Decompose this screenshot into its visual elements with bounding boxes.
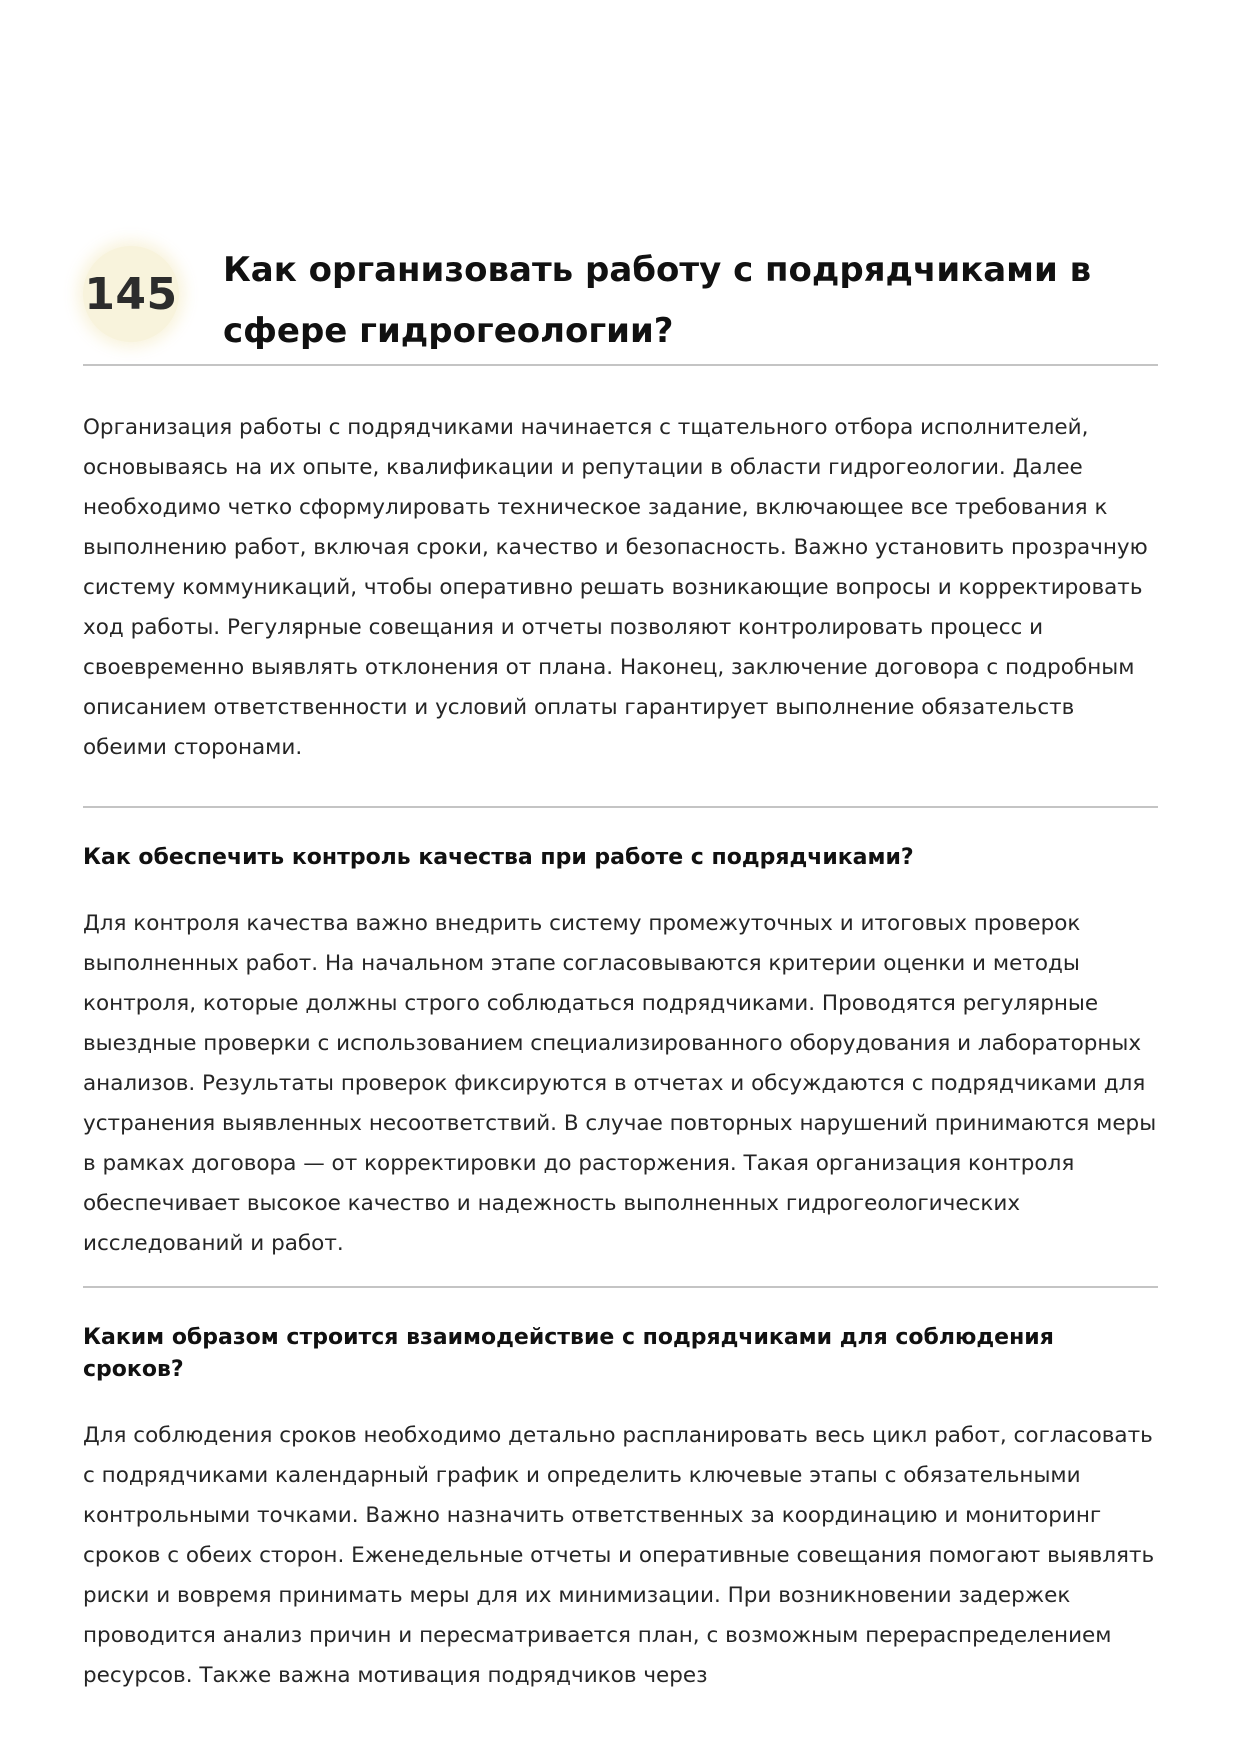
title-divider [83,364,1158,366]
section-divider [83,806,1158,808]
followup-question: Каким образом строится взаимодействие с подрядчиками для соблюдения сроков? [83,1325,1054,1382]
entry-number-badge: 145 [83,246,179,342]
entry-title: Как организовать работу с подрядчиками в сфере гидрогеологии? [223,250,1092,351]
section-divider [83,1286,1158,1288]
entry-answer: Организация работы с подрядчиками начинается с тщательного отбора исполнителей, основываясь на их опыте, квалификации и репутации в области гидрогеологии. Далее необходимо четко сформулировать техническое задание, включающее все требования к выполнению работ, включая сроки, качество и безопасность. Важно установить прозрачную систему коммуникаций, чтобы оперативно решать возникающие вопросы и корректировать ход работы. Регулярные совещания и отчеты позволяют контролировать процесс и своевременно выявлять отклонения от плана. Наконец, заключение договора с подробным описанием ответственности и условий оплаты гарантирует выполнение обязательств обеими сторонами. [83,415,1148,760]
followup-answer: Для соблюдения сроков необходимо детально распланировать весь цикл работ, согласовать с подрядчиками календарный график и определить ключевые этапы с обязательными контрольными точками. Важно назначить ответственных за координацию и мониторинг сроков с обеих сторон. Еженедельные отчеты и оперативные совещания помогают выявлять риски и вовремя принимать меры для их минимизации. При возникновении задержек проводится анализ причин и пересматривается план, с возможным перераспределением ресурсов. Также важна мотивация подрядчиков через [83,1423,1155,1688]
entry-header [83,240,1158,364]
faq-page [83,240,1158,1718]
followup-question: Как обеспечить контроль качества при работе с подрядчиками? [83,845,914,870]
followup-answer: Для контроля качества важно внедрить систему промежуточных и итоговых проверок выполненных работ. На начальном этапе согласовываются критерии оценки и методы контроля, которые должны строго соблюдаться подрядчиками. Проводятся регулярные выездные проверки с использованием специализированного оборудования и лабораторных анализов. Результаты проверок фиксируются в отчетах и обсуждаются с подрядчиками для устранения выявленных несоответствий. В случае повторных нарушений принимаются меры в рамках договора — от корректировки до расторжения. Такая организация контроля обеспечивает высокое качество и надежность выполненных гидрогеологических исследований и работ. [83,911,1157,1256]
